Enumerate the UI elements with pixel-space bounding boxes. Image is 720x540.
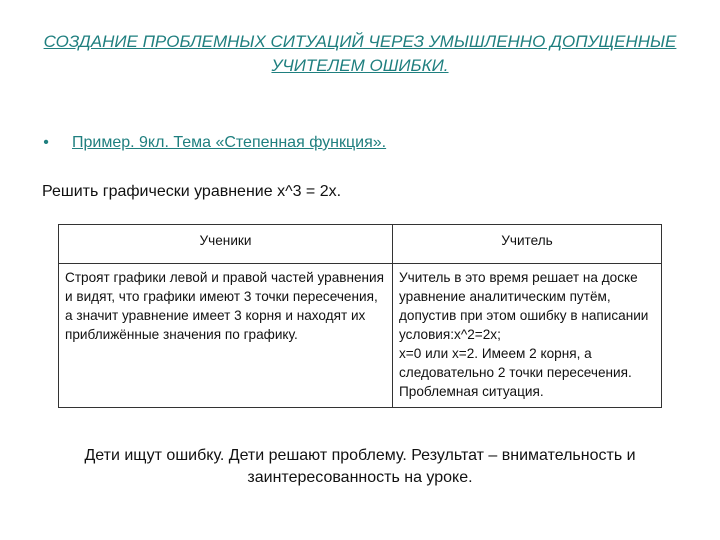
teacher-cell — [393, 264, 662, 408]
example-text: Пример. 9кл. Тема «Степенная функция». — [72, 134, 387, 151]
students-cell: Строят графики левой и правой частей уравнения и видят, что графики имеют 3 точки пересечения, а значит уравнение имеет 3 корня и находят их приближённые значения по графику. — [59, 264, 393, 408]
header-students: Ученики — [59, 225, 393, 264]
comparison-table — [58, 224, 662, 408]
teacher-paragraph-1: Учитель в это время решает на доске уравнение аналитическим путём, допустив при этом ошибку в написании условия:х^2=2х; — [399, 270, 649, 342]
task-statement: Решить графически уравнение х^3 = 2х. — [42, 183, 342, 200]
header-teacher: Учитель — [393, 225, 662, 264]
teacher-paragraph-2: х=0 или х=2. Имеем 2 корня, а следовательно 2 точки пересечения. Проблемная ситуация. — [399, 346, 632, 399]
table-row — [59, 264, 662, 408]
table-header-row — [59, 225, 662, 264]
slide-title: СОЗДАНИЕ ПРОБЛЕМНЫХ СИТУАЦИЙ ЧЕРЕЗ УМЫШЛЕННО ДОПУЩЕННЫЕ УЧИТЕЛЕМ ОШИБКИ. — [43, 32, 677, 75]
bullet-icon: • — [43, 134, 49, 151]
example-bullet — [40, 134, 680, 152]
conclusion-text: Дети ищут ошибку. Дети решают проблему. Результат – внимательность и заинтересованность на уроке. — [84, 447, 636, 486]
